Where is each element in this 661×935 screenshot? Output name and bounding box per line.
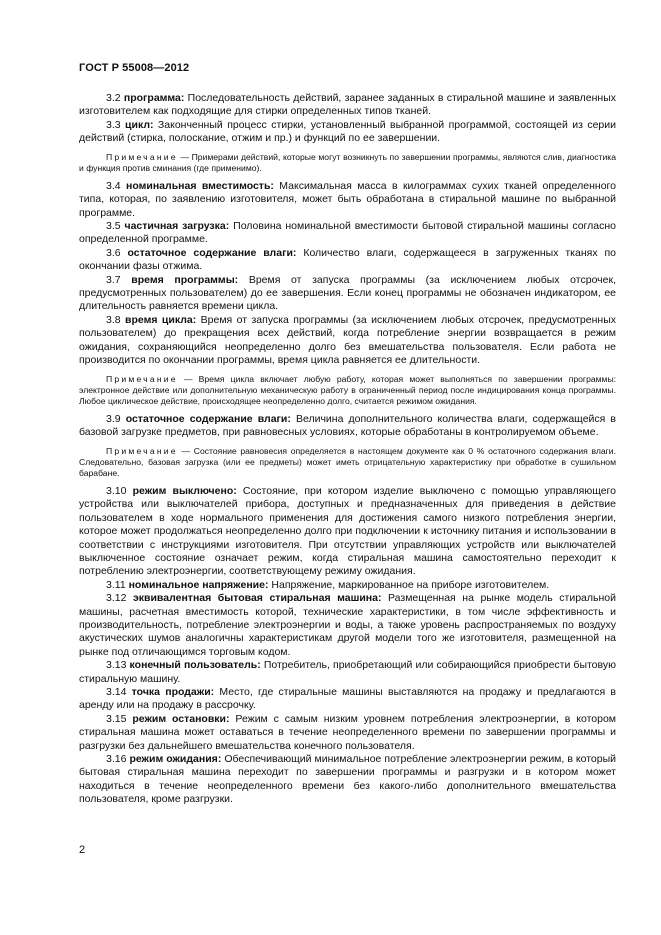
term: режим выключено: bbox=[132, 484, 237, 497]
definition-3-12: 3.12 эквивалентная бытовая стиральная машина: Размещенная на рынке модель стиральной машины, расчетная вместимость которой, технические характеристики, в том числе эффективность и производительность, потребление электроэнергии и воды, а также уровень распространяемых по воздуху акустических шумов аналогичны характеристикам другой модели того же изготовителя, размещенной на рынке под отличающимся торговым кодом. bbox=[79, 592, 616, 658]
definition-3-4: 3.4 номинальная вместимость: Максимальная масса в килограммах сухих тканей определенного типа, которая, по заявлению изготовителя, может быть обработана в стиральной машине по выбранной программе. bbox=[79, 179, 616, 219]
definition-3-2: 3.2 программа: Последовательность действий, заранее заданных в стиральной машине и заявленных изготовителем как подходящие для стирки определенных типов тканей. bbox=[79, 92, 617, 118]
definition-3-16: 3.16 режим ожидания: Обеспечивающий минимальное потребление электроэнергии режим, в который бытовая стиральная машина переходит по завершении программы и разгрузки и в котором может находиться в течение неопределенного времени без какого-либо дополнительного вмешательства пользователя, кроме разгрузки. bbox=[79, 753, 616, 806]
term: режим остановки: bbox=[132, 712, 230, 725]
definition-3-8: 3.8 время цикла: Время от запуска программы (за исключением любых отсрочек, предусмотренных пользователем) до прекращения всех действий, когда потребление энергии возвращается в режим ожидания, сохраняющийся неопределенно долго без вмешательства пользователя. Если работа не производится по окончании программы, время цикла равняется ее длительности. bbox=[79, 313, 616, 367]
term: эквивалентная бытовая стиральная машина: bbox=[132, 592, 382, 605]
definition-3-11: 3.11 номинальное напряжение: Напряжение, маркированное на приборе изготовителем. bbox=[106, 578, 550, 591]
term: время программы: bbox=[131, 273, 239, 286]
definition-3-5: 3.5 частичная загрузка: Половина номинальной вместимости бытовой стиральной машины согласно определенной программе. bbox=[79, 220, 616, 246]
term: режим ожидания: bbox=[129, 753, 222, 765]
term: остаточное содержание влаги: bbox=[125, 412, 291, 425]
term: время цикла: bbox=[125, 313, 197, 326]
term: цикл: bbox=[125, 118, 154, 131]
definition-3-13: 3.13 конечный пользователь: Потребитель, приобретающий или собирающийся приобрести бытовую стиральную машину. bbox=[79, 659, 616, 685]
definition-3-3: 3.3 цикл: Законченный процесс стирки, установленный выбранной программой, состоящей из серии действий (стирка, полоскание, отжим и пр.) и функций по ее завершении. bbox=[79, 118, 616, 145]
term: конечный пользователь: bbox=[129, 659, 261, 672]
definition-3-14: 3.14 точка продажи: Место, где стиральные машины выставляются на продажу и предлагаются в аренду или на продажу в рассрочку. bbox=[79, 685, 616, 712]
note: Примечание — Время цикла включает любую работу, которая может выполняться по завершении программы: электронное действие или дополнительную механическую работу в ограниченный период после индицирования конца программы. Любое циклическое действие, происходящее неопределенно долго, считается режимом ожидания. bbox=[79, 373, 617, 406]
definition-3-9: 3.9 остаточное содержание влаги: Величина дополнительного количества влаги, содержащейся в базовой загрузке предметов, при равновесных условиях, которые обработаны в контролируемом объеме. bbox=[79, 412, 616, 439]
term: точка продажи: bbox=[131, 685, 215, 698]
term: номинальная вместимость: bbox=[126, 179, 274, 192]
document-header: ГОСТ Р 55008—2012 bbox=[79, 62, 190, 74]
definition-3-6: 3.6 остаточное содержание влаги: Количество влаги, содержащееся в загруженных тканях по окончании фазы отжима. bbox=[79, 246, 617, 273]
term: частичная загрузка: bbox=[124, 220, 230, 233]
definition-3-10: 3.10 режим выключено: Состояние, при котором изделие выключено с помощью управляющего устройства или выключателей прибора, доступных и предназначенных для приведения в действие пользователем в ходе нормального применения для достижения самого низкого потребления энергии, которое может продолжаться неопределенно долго при подключении к источнику питания и использовании в соответствии с инструкциями изготовителя. При отсутствии управляющих устройств или выключателей выключенное состояние означает режим, когда стиральная машина самостоятельно переходит к потреблению электроэнергии, соответствующему режиму ожидания. bbox=[79, 484, 616, 578]
document-body bbox=[79, 92, 616, 807]
note: Примечание — Состояние равновесия определяется в настоящем документе как 0 % остаточного содержания влаги. Следовательно, базовая загрузка (или ее предметы) может иметь отрицательную характеристику при обработке в сушильном барабане. bbox=[79, 445, 616, 478]
definition-3-15: 3.15 режим остановки: Режим с самым низким уровнем потребления электроэнергии, в котором стиральная машина может оставаться в течение неопределенного времени по завершении программы и разгрузки без дальнейшего вмешательства конечного пользователя. bbox=[79, 712, 617, 752]
term: программа: bbox=[123, 92, 185, 104]
term: номинальное напряжение: bbox=[128, 578, 269, 591]
term: остаточное содержание влаги: bbox=[127, 246, 297, 259]
definition-3-7: 3.7 время программы: Время от запуска программы (за исключением любых отсрочек, предусмотренных пользователем) до ее завершения. Если конец программы не обозначен индикатором, ее длительность равняется времени цикла. bbox=[79, 273, 616, 313]
note: Примечание — Примерами действий, которые могут возникнуть по завершении программы, являются слив, диагностика и функция против сминания (где применимо). bbox=[79, 151, 617, 173]
page-number: 2 bbox=[79, 844, 86, 856]
